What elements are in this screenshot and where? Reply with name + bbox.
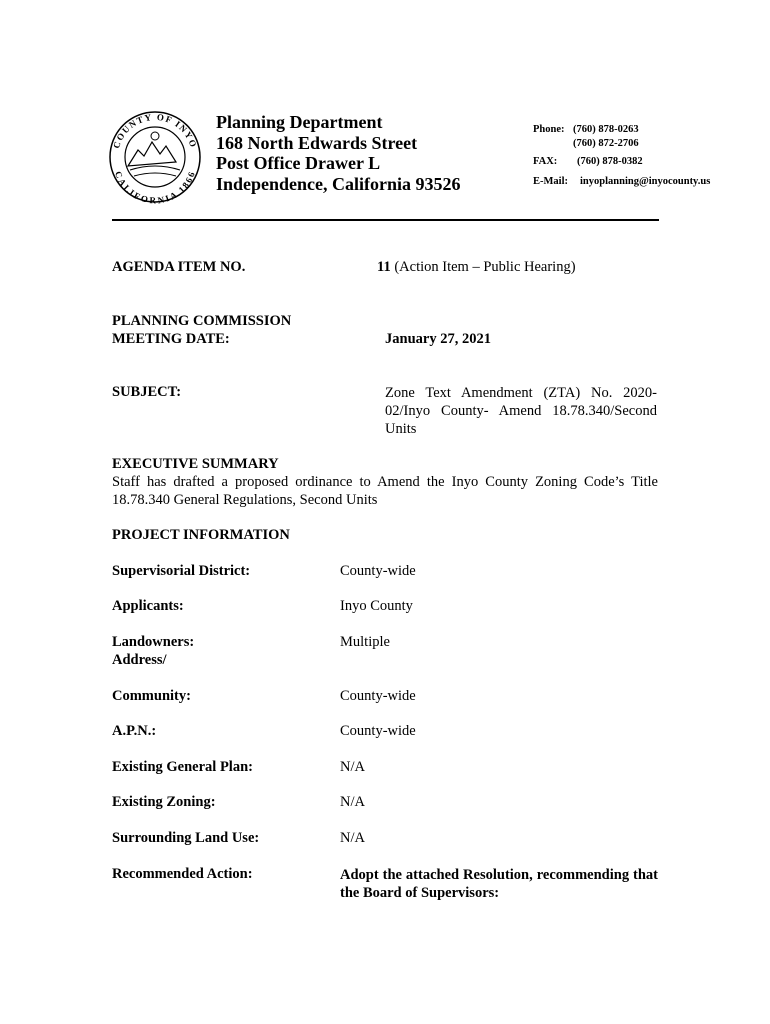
email-label: E-Mail: (533, 176, 568, 187)
agenda-item-type: (Action Item – Public Hearing) (394, 259, 576, 275)
county-seal-logo (108, 110, 202, 204)
meeting-label-line2: MEETING DATE: (112, 331, 230, 347)
department-name: Planning Department (216, 112, 383, 132)
meeting-label-line1: PLANNING COMMISSION (112, 313, 292, 329)
project-information-heading: PROJECT INFORMATION (112, 527, 290, 543)
row-label-community: Community: (112, 688, 191, 704)
executive-summary-body: Staff has drafted a proposed ordinance to Amend the Inyo County Zoning Code’s Title 18.78.340 General Regulations, Second Units (112, 474, 658, 508)
row-value-applicants: Inyo County (340, 598, 413, 614)
seal-text-bottom: CALIFORNIA 1866 (112, 169, 198, 204)
phone-label: Phone: (533, 124, 565, 135)
subject-value: Zone Text Amendment (ZTA) No. 2020-02/Inyo County- Amend 18.78.340/Second Units (385, 385, 657, 437)
row-value-landowners: Multiple (340, 634, 390, 650)
header-divider (112, 219, 659, 221)
row-label-supervisorial-district: Supervisorial District: (112, 563, 251, 579)
email-address: inyoplanning@inyocounty.us (580, 176, 711, 187)
phone-number-1: (760) 878-0263 (573, 124, 639, 135)
fax-number: (760) 878-0382 (577, 156, 643, 167)
po-box: Post Office Drawer L (216, 153, 381, 173)
row-label-landowners: Landowners: (112, 634, 195, 650)
row-label-address: Address/ (112, 652, 167, 668)
agenda-item-number: 11 (377, 259, 391, 275)
row-label-applicants: Applicants: (112, 598, 184, 614)
city-state-zip: Independence, California 93526 (216, 173, 461, 194)
row-value-existing-general-plan: N/A (340, 759, 365, 775)
subject-label: SUBJECT: (112, 384, 182, 400)
row-value-existing-zoning: N/A (340, 794, 365, 810)
row-label-apn: A.P.N.: (112, 723, 157, 739)
meeting-date: January 27, 2021 (385, 331, 491, 347)
seal-text-top: COUNTY OF INYO (111, 111, 199, 150)
street-address: 168 North Edwards Street (216, 132, 418, 153)
row-label-existing-zoning: Existing Zoning: (112, 794, 216, 810)
department-address (216, 112, 461, 194)
agenda-item-value (377, 259, 576, 276)
row-value-community: County-wide (340, 688, 416, 704)
agenda-item-label: AGENDA ITEM NO. (112, 259, 246, 275)
row-value-supervisorial-district: County-wide (340, 563, 416, 579)
svg-text:COUNTY OF INYO (111, 112, 199, 150)
row-value-recommended-action: Adopt the attached Resolution, recommending that the Board of Supervisors: (340, 867, 658, 901)
row-value-apn: County-wide (340, 723, 416, 739)
phone-number-2: (760) 872-2706 (573, 138, 639, 149)
row-label-recommended-action: Recommended Action: (112, 866, 253, 882)
row-value-surrounding-land-use: N/A (340, 830, 365, 846)
row-label-existing-general-plan: Existing General Plan: (112, 759, 253, 775)
executive-summary-heading: EXECUTIVE SUMMARY (112, 456, 279, 472)
row-label-surrounding-land-use: Surrounding Land Use: (112, 830, 260, 846)
fax-label: FAX: (533, 156, 558, 167)
